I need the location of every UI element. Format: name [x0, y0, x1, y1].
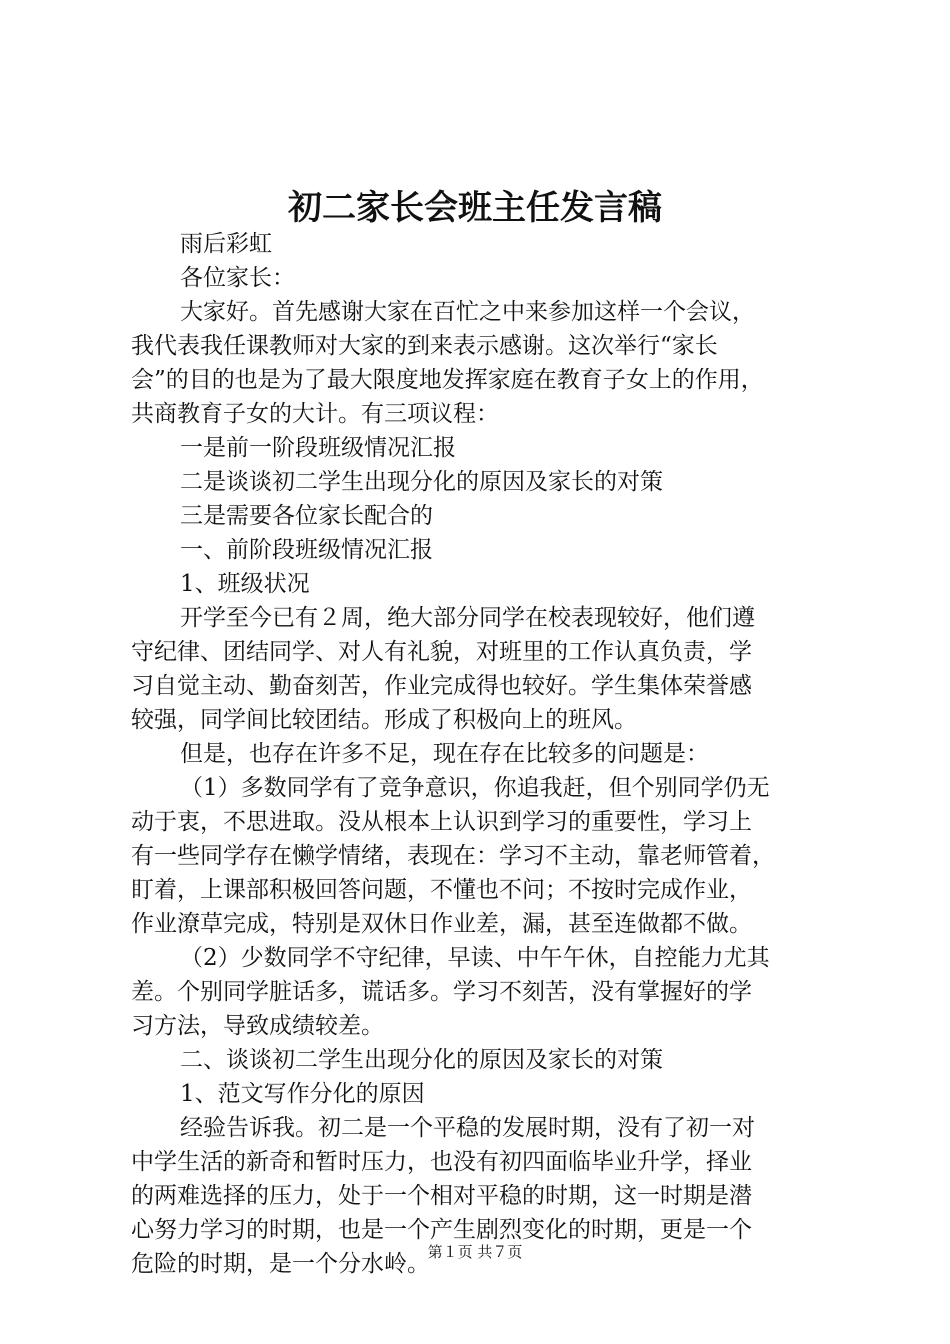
body-line: 二、谈谈初二学生出现分化的原因及家长的对策 — [180, 1047, 663, 1073]
body-line: 中学生活的新奇和暂时压力，也没有初四面临毕业升学，择业 — [131, 1149, 752, 1175]
body-line: （1）多数同学有了竞争意识，你追我赶，但个别同学仍无 — [180, 775, 770, 801]
body-line: 有一些同学存在懒学情绪，表现在：学习不主动，靠老师管着， — [131, 843, 775, 869]
body-line: 习自觉主动、勤奋刻苦，作业完成得也较好。学生集体荣誉感 — [131, 673, 752, 699]
body-line: 一、前阶段班级情况汇报 — [180, 537, 433, 563]
body-line: 习方法，导致成绩较差。 — [131, 1013, 384, 1039]
body-line: 1、范文写作分化的原因 — [180, 1081, 425, 1107]
body-line: 动于衷，不思进取。没从根本上认识到学习的重要性，学习上 — [131, 809, 752, 835]
body-line: 较强，同学间比较团结。形成了积极向上的班风。 — [131, 707, 637, 733]
body-line: 1、班级状况 — [180, 571, 310, 597]
body-line: （2）少数同学不守纪律，早读、中午午休，自控能力尤其 — [180, 945, 770, 971]
body-line: 我代表我任课教师对大家的到来表示感谢。这次举行“家长 — [131, 333, 718, 359]
body-line: 各位家长： — [180, 265, 295, 291]
body-line: 大家好。首先感谢大家在百忙之中来参加这样一个会议， — [180, 299, 755, 325]
body-line: 三是需要各位家长配合的 — [180, 503, 433, 529]
body-line: 守纪律、团结同学、对人有礼貌，对班里的工作认真负责，学 — [131, 639, 752, 665]
body-line: 开学至今已有２周，绝大部分同学在校表现较好，他们遵 — [180, 605, 755, 631]
body-line: 雨后彩虹 — [180, 231, 272, 257]
page-footer: 第１页 共７页 — [427, 1243, 523, 1261]
body-line: 共商教育子女的大计。有三项议程： — [131, 401, 499, 427]
body-line: 盯着，上课部积极回答问题，不懂也不问；不按时完成作业， — [131, 877, 752, 903]
body-line: 危险的时期，是一个分水岭。 — [131, 1251, 430, 1277]
body-line: 心努力学习的时期，也是一个产生剧烈变化的时期，更是一个 — [131, 1217, 752, 1243]
document-body — [131, 227, 831, 1281]
body-line: 一是前一阶段班级情况汇报 — [180, 435, 456, 461]
body-line: 的两难选择的压力，处于一个相对平稳的时期，这一时期是潜 — [131, 1183, 752, 1209]
body-line: 经验告诉我。初二是一个平稳的发展时期，没有了初一对 — [180, 1115, 755, 1141]
document-title: 初二家长会班主任发言稿 — [288, 188, 662, 228]
body-line: 二是谈谈初二学生出现分化的原因及家长的对策 — [180, 469, 663, 495]
body-line: 差。个别同学脏话多，谎话多。学习不刻苦，没有掌握好的学 — [131, 979, 752, 1005]
body-line: 作业潦草完成，特别是双休日作业差，漏，甚至连做都不做。 — [131, 911, 752, 937]
body-line: 但是，也存在许多不足，现在存在比较多的问题是： — [180, 741, 709, 767]
body-line: 会”的目的也是为了最大限度地发挥家庭在教育子女上的作用， — [131, 367, 764, 393]
